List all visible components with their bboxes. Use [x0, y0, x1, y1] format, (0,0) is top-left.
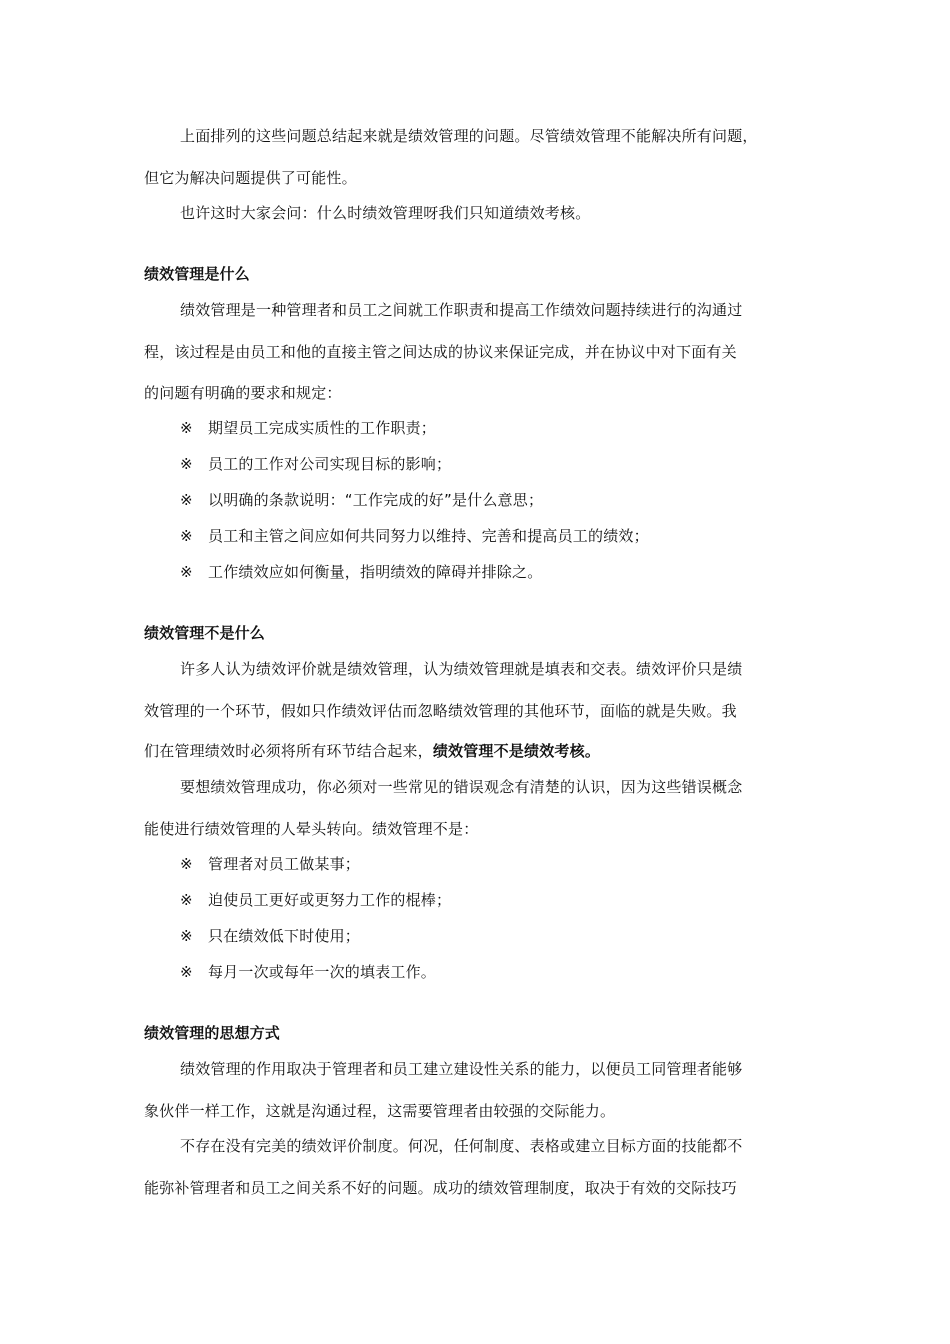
reference-mark-icon: ※ — [180, 419, 193, 437]
list-item — [180, 965, 860, 980]
list-item-text: 管理者对员工做某事； — [208, 855, 361, 873]
list-item — [180, 457, 860, 472]
paragraph-line — [144, 744, 824, 759]
intro-paragraph-line: 但它为解决问题提供了可能性。 — [144, 169, 357, 187]
paragraph-line: 象伙伴一样工作，这就是沟通过程，这需要管理者由较强的交际能力。 — [144, 1102, 616, 1120]
reference-mark-icon: ※ — [180, 455, 193, 473]
reference-mark-icon: ※ — [180, 491, 193, 509]
list-item — [180, 929, 860, 944]
reference-mark-icon: ※ — [180, 527, 193, 545]
list-item — [180, 529, 860, 544]
list-item-text: 员工的工作对公司实现目标的影响； — [208, 455, 452, 473]
paragraph-line: 要想绩效管理成功，你必须对一些常见的错误观念有清楚的认识，因为这些错误概念 — [180, 778, 743, 796]
section-heading: 绩效管理不是什么 — [144, 624, 265, 642]
section-heading: 绩效管理的思想方式 — [144, 1024, 280, 1042]
paragraph-line: 能使进行绩效管理的人晕头转向。绩效管理不是： — [144, 820, 479, 838]
paragraph-line: 不存在没有完美的绩效评价制度。何况，任何制度、表格或建立目标方面的技能都不 — [180, 1137, 743, 1155]
reference-mark-icon: ※ — [180, 563, 193, 581]
list-item — [180, 421, 860, 436]
list-item — [180, 893, 860, 908]
reference-mark-icon: ※ — [180, 891, 193, 909]
paragraph-line: 能弥补管理者和员工之间关系不好的问题。成功的绩效管理制度，取决于有效的交际技巧 — [144, 1179, 737, 1197]
paragraph-line: 许多人认为绩效评价就是绩效管理，认为绩效管理就是填表和交表。绩效评价只是绩 — [180, 660, 743, 678]
intro-paragraph: 也许这时大家会问：什么时绩效管理呀我们只知道绩效考核。 — [180, 204, 591, 222]
reference-mark-icon: ※ — [180, 855, 193, 873]
reference-mark-icon: ※ — [180, 927, 193, 945]
paragraph-line: 效管理的一个环节，假如只作绩效评估而忽略绩效管理的其他环节，面临的就是失败。我 — [144, 702, 737, 720]
paragraph-line: 程，该过程是由员工和他的直接主管之间达成的协议来保证完成，并在协议中对下面有关 — [144, 343, 737, 361]
list-item — [180, 857, 860, 872]
intro-paragraph-line: 上面排列的这些问题总结起来就是绩效管理的问题。尽管绩效管理不能解决所有问题， — [180, 127, 758, 145]
list-item-text: 只在绩效低下时使用； — [208, 927, 361, 945]
list-item — [180, 493, 860, 508]
list-item-text: 每月一次或每年一次的填表工作。 — [208, 963, 437, 981]
list-item-text: 期望员工完成实质性的工作职责； — [208, 419, 437, 437]
section-heading: 绩效管理是什么 — [144, 265, 250, 283]
paragraph-line: 绩效管理是一种管理者和员工之间就工作职责和提高工作绩效问题持续进行的沟通过 — [180, 301, 743, 319]
list-item-text: 迫使员工更好或更努力工作的棍棒； — [208, 891, 452, 909]
list-item-text: 员工和主管之间应如何共同努力以维持、完善和提高员工的绩效； — [208, 527, 649, 545]
paragraph-line: 绩效管理的作用取决于管理者和员工建立建设性关系的能力，以便员工同管理者能够 — [180, 1060, 743, 1078]
emphasis-text: 绩效管理不是绩效考核。 — [432, 742, 601, 760]
list-item-text: 以明确的条款说明：“工作完成的好”是什么意思； — [208, 491, 544, 509]
list-item — [180, 565, 860, 580]
paragraph-line: 的问题有明确的要求和规定： — [144, 384, 342, 402]
list-item-text: 工作绩效应如何衡量，指明绩效的障碍并排除之。 — [208, 563, 543, 581]
reference-mark-icon: ※ — [180, 963, 193, 981]
paragraph-text: 们在管理绩效时必须将所有环节结合起来， — [144, 742, 433, 760]
